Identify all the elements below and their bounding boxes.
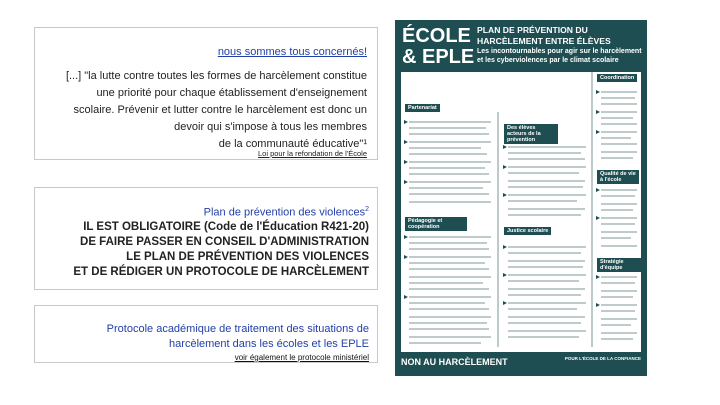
ministerial-protocol-link[interactable]: voir également le protocole ministériel — [234, 353, 369, 362]
quote-line: devoir qui s'impose à tous les membres — [174, 121, 367, 133]
poster-footer: NON AU HARCÈLEMENT — [401, 357, 508, 367]
quote-line: scolaire. Prévenir et lutter contre le harcèlement est donc un — [73, 104, 367, 116]
poster-title-line: ÉCOLE — [402, 25, 471, 47]
quote-line: de la communauté éducative"¹ — [218, 138, 367, 150]
prevention-plan-box — [34, 187, 378, 290]
law-source-link[interactable]: Loi pour la refondation de l'École — [257, 149, 367, 158]
section-coordination: Coordination — [597, 74, 637, 82]
poster-title-line: & EPLE — [402, 46, 475, 68]
prevention-plan-title-text: Plan de prévention des violences — [203, 206, 366, 219]
prevention-plan-title — [204, 206, 369, 219]
footnote-marker: 2 — [365, 206, 369, 213]
quote-line: une priorité pour chaque établissement d'enseignement — [96, 87, 367, 99]
protocol-title[interactable] — [39, 322, 369, 352]
poster-logo: POUR L'ÉCOLE DE LA CONFIANCE — [564, 356, 641, 361]
section-strategie: Stratégie d'équipe — [597, 258, 641, 272]
section-partenariat: Partenariat — [405, 104, 440, 112]
protocol-box — [34, 305, 378, 363]
protocol-title-line: Protocole académique de traitement des situations de — [106, 323, 369, 335]
poster-heading: PLAN DE PRÉVENTION DU HARCÈLEMENT ENTRE ÉLÈVES — [477, 25, 611, 46]
poster-text-lines — [401, 72, 641, 352]
prevention-poster[interactable] — [395, 20, 647, 376]
quote-box-title[interactable]: nous sommes tous concernés! — [217, 46, 367, 58]
obligation-line: DE FAIRE PASSER EN CONSEIL D'ADMINISTRATION — [80, 236, 369, 248]
section-qualite-vie: Qualité de vie à l'école — [597, 170, 639, 184]
poster-heading-block — [477, 25, 642, 71]
poster-title — [402, 26, 474, 68]
quote-line: [...] "la lutte contre toutes les formes de harcèlement constitue — [65, 70, 367, 82]
obligation-line: ET DE RÉDIGER UN PROTOCOLE DE HARCÈLEMENT — [73, 266, 369, 278]
obligation-text — [29, 220, 369, 280]
section-eleves-acteurs: Des élèves acteurs de la prévention — [504, 124, 558, 144]
quote-box — [34, 27, 378, 160]
poster-subheading: Les incontournables pour agir sur le harcèlement et les cyberviolences par le climat scolaire — [477, 48, 642, 64]
obligation-line: LE PLAN DE PRÉVENTION DES VIOLENCES — [126, 251, 369, 263]
law-quote — [37, 68, 367, 153]
poster-content — [401, 72, 641, 352]
obligation-line: IL EST OBLIGATOIRE (Code de l'Éducation R421-20) — [83, 221, 369, 233]
protocol-title-line: harcèlement dans les écoles et les EPLE — [169, 338, 369, 350]
section-pedagogie: Pédagogie et coopération — [405, 217, 467, 231]
section-justice: Justice scolaire — [504, 227, 551, 235]
